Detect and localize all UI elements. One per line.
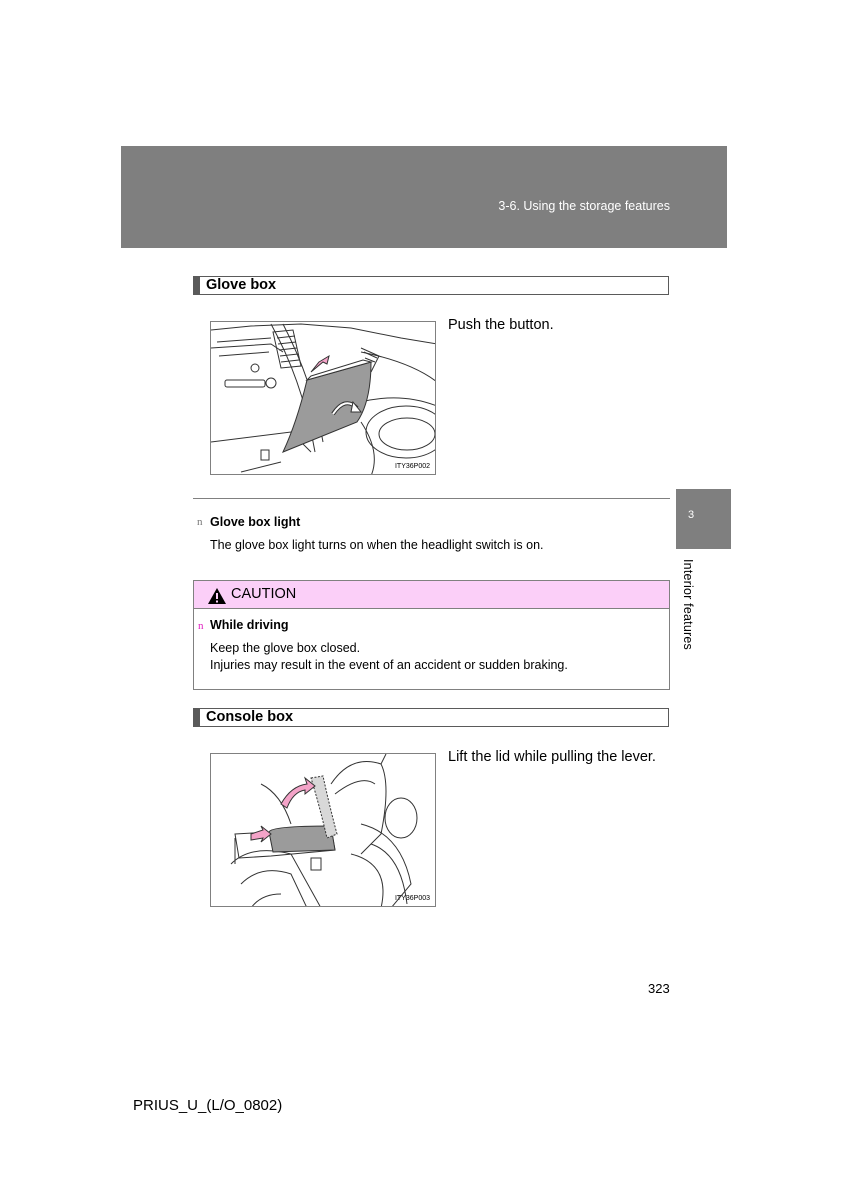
- chapter-number: 3: [688, 509, 695, 521]
- glove-box-drawing: [211, 322, 436, 475]
- glove-box-light-text: The glove box light turns on when the headlight switch is on.: [210, 538, 544, 552]
- caution-heading: While driving: [210, 618, 289, 632]
- caution-line-1: Keep the glove box closed.: [210, 641, 361, 655]
- bullet-marker: n: [197, 516, 203, 528]
- caution-label: CAUTION: [231, 586, 297, 602]
- console-box-heading: [193, 708, 669, 727]
- warning-icon: [207, 587, 227, 605]
- divider: [193, 498, 670, 499]
- figure-code: ITY36P003: [394, 895, 430, 902]
- chapter-label: Interior features: [681, 559, 695, 650]
- glove-box-instruction: Push the button.: [448, 317, 554, 333]
- chapter-header-band: [121, 146, 727, 248]
- glove-box-illustration: [210, 321, 436, 475]
- console-box-instruction: Lift the lid while pulling the lever.: [448, 749, 656, 765]
- page-number: 323: [648, 981, 670, 996]
- console-box-illustration: [210, 753, 436, 907]
- console-box-heading-text: Console box: [206, 709, 294, 725]
- heading-bar: [194, 277, 200, 294]
- console-box-drawing: [211, 754, 436, 907]
- section-title: 3-6. Using the storage features: [498, 199, 670, 213]
- glove-box-light-heading: Glove box light: [210, 515, 301, 529]
- glove-box-heading-text: Glove box: [206, 277, 277, 293]
- caution-line-2: Injuries may result in the event of an accident or sudden braking.: [210, 658, 568, 672]
- glove-box-heading: [193, 276, 669, 295]
- caution-header: [194, 581, 669, 609]
- chapter-tab: [676, 489, 731, 549]
- caution-bullet-marker: n: [198, 620, 204, 632]
- document-footer: PRIUS_U_(L/O_0802): [133, 1097, 283, 1114]
- heading-bar: [194, 709, 200, 726]
- figure-code: ITY36P002: [394, 463, 430, 470]
